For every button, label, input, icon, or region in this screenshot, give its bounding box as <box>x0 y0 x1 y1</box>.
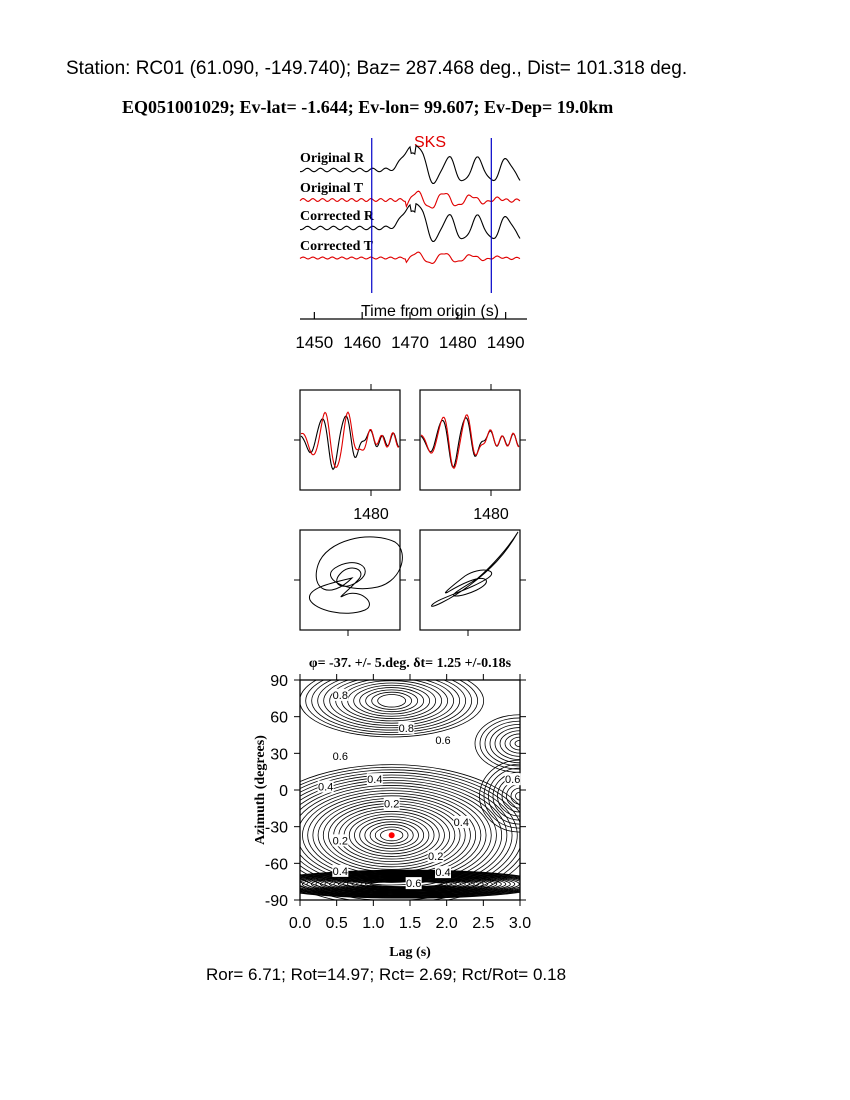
contour-label-3: 0.6 <box>332 751 348 763</box>
time-tick-label-1470: 1470 <box>391 333 429 352</box>
waveform-left-black <box>301 416 399 469</box>
ratio-summary: Ror= 6.71; Rot=14.97; Rct= 2.69; Rct/Rot= 0.18 <box>206 965 567 984</box>
trace-label-corrected-t: Corrected T <box>300 239 373 254</box>
contour-label-2: 0.6 <box>435 735 451 748</box>
contour-label-9: 0.2 <box>332 835 348 848</box>
particle-motion-left-curve <box>309 537 402 613</box>
time-axis-label: Time from origin (s) <box>360 303 500 320</box>
az-tick-label--90: -90 <box>264 893 288 910</box>
contour-label-12: 0.4 <box>435 867 451 880</box>
particle-motion-right-curve <box>432 532 518 606</box>
particle-ticks <box>294 580 526 636</box>
az-tick-label--60: -60 <box>264 856 288 874</box>
contour-label-7: 0.2 <box>384 798 400 811</box>
lag-axis-label: Lag (s) <box>389 945 431 960</box>
contour-label-13: 0.6 <box>406 878 422 891</box>
contour-label-4: 0.4 <box>367 774 383 787</box>
station-info: Station: RC01 (61.090, -149.740); Baz= 287.468 deg., Dist= 101.318 deg. <box>66 58 688 79</box>
contour-label-11: 0.4 <box>332 865 348 878</box>
az-tick-label-30: 30 <box>270 746 288 764</box>
contour-label-8: 0.4 <box>453 817 469 829</box>
trace-label-corrected-r: Corrected R <box>300 209 374 224</box>
waveform-right-traces <box>421 415 519 469</box>
seismogram-panel <box>295 134 527 352</box>
contour-label-0: 0.8 <box>332 689 348 702</box>
time-tick-label-1450: 1450 <box>295 333 334 352</box>
time-tick-label-1460: 1460 <box>343 333 382 352</box>
lag-tick-label-1.5: 1.5 <box>398 915 422 932</box>
waveform-comparison-panel <box>294 384 526 523</box>
time-tick-label-1490: 1490 <box>486 333 525 352</box>
particle-motion-panel <box>294 530 526 636</box>
azimuth-axis-label: Azimuth (degrees) <box>253 735 268 845</box>
waveform-right-red <box>421 415 519 469</box>
waveform-left-traces <box>301 412 399 469</box>
contour-label-10: 0.2 <box>428 851 444 864</box>
waveform-left-tick-label: 1480 <box>353 506 389 523</box>
az-tick-label--30: -30 <box>264 819 288 837</box>
event-info: EQ051001029; Ev-lat= -1.644; Ev-lon= 99.607; Ev-Dep= 19.0km <box>122 97 614 117</box>
phase-label: SKS <box>414 134 447 151</box>
contour-label-1: 0.8 <box>398 722 414 735</box>
misfit-grid-panel <box>250 656 565 960</box>
waveform-right-tick-label: 1480 <box>473 506 509 523</box>
best-fit-marker <box>389 832 395 838</box>
particle-box-right <box>420 530 520 630</box>
lag-tick-label-3.0: 3.0 <box>508 915 532 932</box>
waveform-ticks <box>294 384 526 496</box>
lag-tick-label-0.5: 0.5 <box>325 915 348 932</box>
contour-label-6: 0.4 <box>318 781 334 794</box>
time-tick-label-1480: 1480 <box>438 333 477 352</box>
misfit-grid-title: φ= -37. +/- 5.deg. δt= 1.25 +/-0.18s <box>308 656 512 671</box>
lag-tick-label-0.0: 0.0 <box>288 915 312 932</box>
contour-label-5: 0.6 <box>505 774 521 787</box>
az-tick-label-0: 0 <box>279 783 288 800</box>
lag-tick-label-1.0: 1.0 <box>362 915 385 932</box>
az-tick-label-90: 90 <box>270 673 288 690</box>
az-tick-label-60: 60 <box>270 709 288 727</box>
lag-tick-label-2.0: 2.0 <box>435 915 458 932</box>
trace-label-original-t: Original T <box>300 181 364 196</box>
trace-label-original-r: Original R <box>300 151 365 166</box>
lag-tick-label-2.5: 2.5 <box>472 915 495 932</box>
